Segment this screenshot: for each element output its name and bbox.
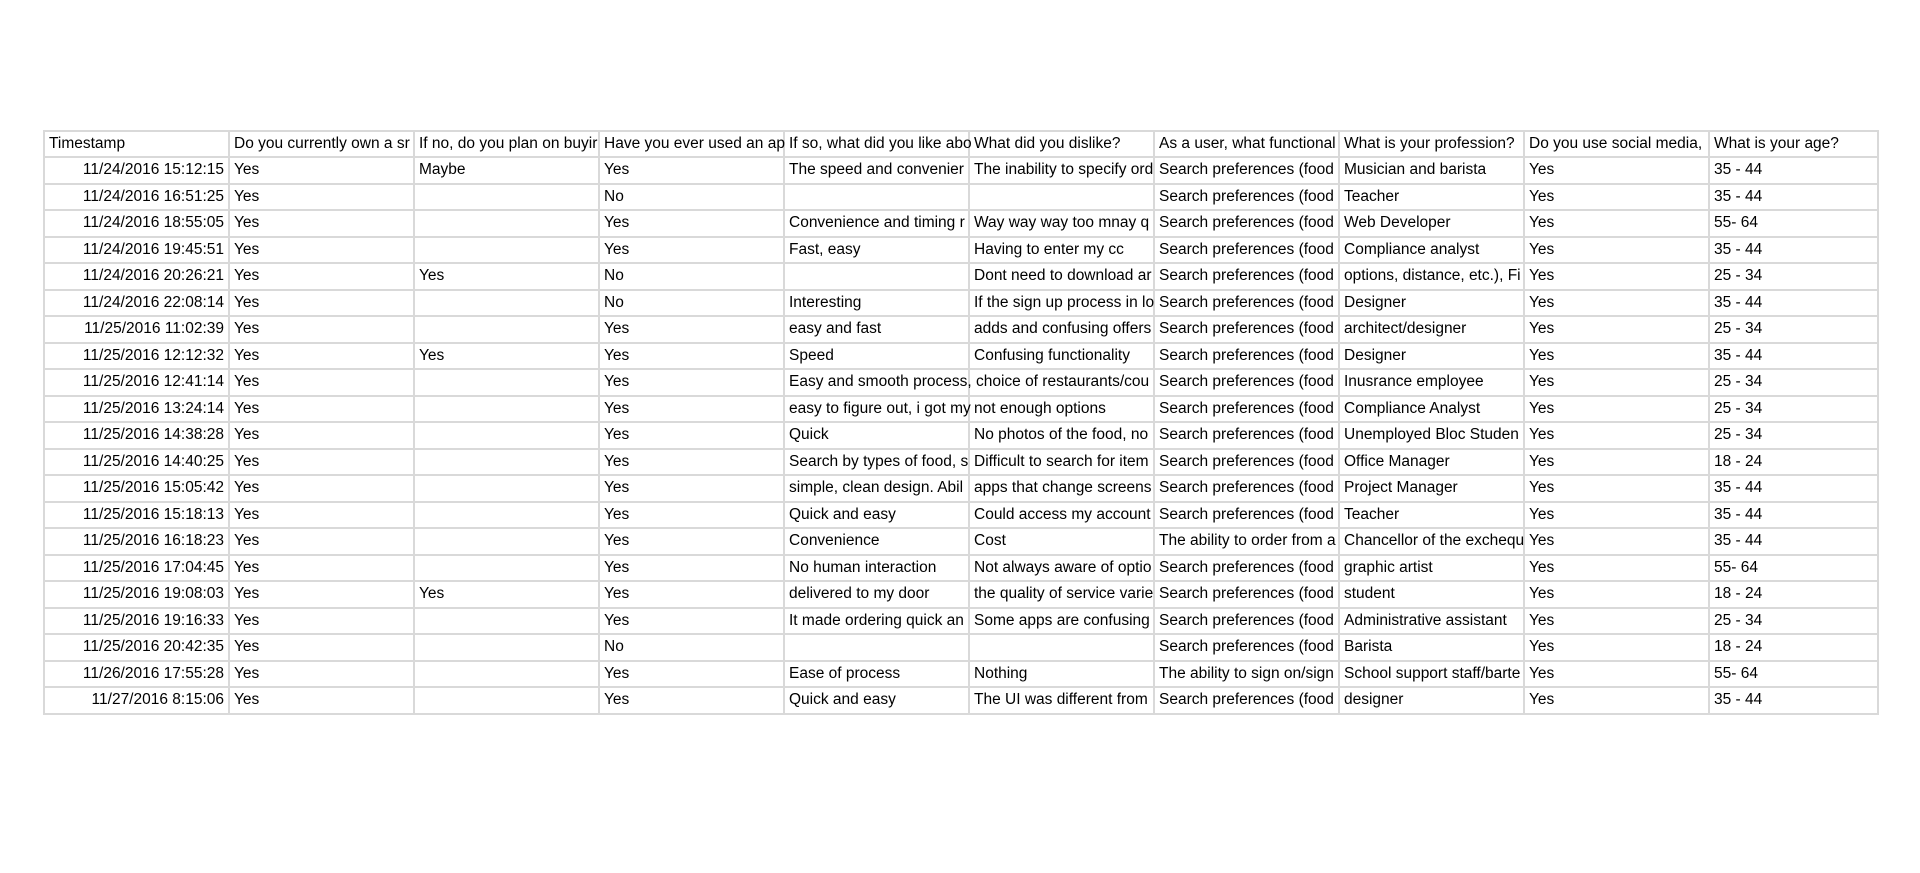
table-cell[interactable]: Web Developer — [1339, 210, 1524, 237]
table-cell[interactable]: 25 - 34 — [1709, 396, 1878, 423]
table-cell[interactable]: 35 - 44 — [1709, 237, 1878, 264]
table-cell[interactable]: Search preferences (food — [1154, 210, 1339, 237]
table-cell[interactable]: 35 - 44 — [1709, 528, 1878, 555]
table-cell[interactable]: 35 - 44 — [1709, 687, 1878, 714]
table-cell[interactable]: Unemployed Bloc Studen — [1339, 422, 1524, 449]
table-cell[interactable] — [784, 184, 969, 211]
timestamp-cell[interactable]: 11/25/2016 15:05:42 — [44, 475, 229, 502]
table-cell[interactable]: 55- 64 — [1709, 661, 1878, 688]
table-cell[interactable]: Search preferences (food — [1154, 369, 1339, 396]
table-cell[interactable] — [414, 528, 599, 555]
table-cell[interactable]: Search preferences (food — [1154, 290, 1339, 317]
table-cell[interactable]: Search preferences (food — [1154, 263, 1339, 290]
table-row — [44, 449, 1878, 476]
table-cell[interactable]: Interesting — [784, 290, 969, 317]
table-cell[interactable]: Yes — [1524, 608, 1709, 635]
table-cell[interactable]: Yes — [1524, 475, 1709, 502]
table-cell[interactable]: Barista — [1339, 634, 1524, 661]
table-cell[interactable] — [414, 555, 599, 582]
table-cell[interactable]: Teacher — [1339, 502, 1524, 529]
table-cell[interactable]: Yes — [1524, 343, 1709, 370]
table-row — [44, 502, 1878, 529]
table-cell[interactable]: Yes — [229, 661, 414, 688]
table-cell[interactable]: Yes — [599, 502, 784, 529]
table-cell[interactable]: Quick — [784, 422, 969, 449]
table-cell[interactable]: No — [599, 263, 784, 290]
table-cell[interactable]: 55- 64 — [1709, 210, 1878, 237]
table-cell[interactable]: Having to enter my cc — [969, 237, 1154, 264]
table-cell[interactable]: 25 - 34 — [1709, 608, 1878, 635]
column-header[interactable]: Timestamp — [44, 131, 229, 157]
table-cell[interactable]: Yes — [229, 634, 414, 661]
timestamp-cell[interactable]: 11/25/2016 19:16:33 — [44, 608, 229, 635]
table-cell[interactable]: Way way way too mnay q — [969, 210, 1154, 237]
table-cell[interactable]: Teacher — [1339, 184, 1524, 211]
table-cell[interactable]: not enough options — [969, 396, 1154, 423]
table-cell[interactable]: Yes — [599, 475, 784, 502]
table-cell[interactable]: 55- 64 — [1709, 555, 1878, 582]
table-cell[interactable]: options, distance, etc.), Fi — [1339, 263, 1524, 290]
table-cell[interactable]: Convenience and timing r — [784, 210, 969, 237]
table-cell[interactable]: No — [599, 634, 784, 661]
table-cell[interactable]: Search preferences (food — [1154, 237, 1339, 264]
timestamp-cell[interactable]: 11/25/2016 12:12:32 — [44, 343, 229, 370]
table-cell[interactable]: Yes — [1524, 661, 1709, 688]
table-cell[interactable]: Yes — [1524, 634, 1709, 661]
table-cell[interactable]: Search preferences (food — [1154, 555, 1339, 582]
column-header[interactable]: What is your profession? — [1339, 131, 1524, 157]
table-cell[interactable]: Yes — [1524, 316, 1709, 343]
timestamp-cell[interactable]: 11/24/2016 20:26:21 — [44, 263, 229, 290]
table-cell[interactable]: easy to figure out, i got my — [784, 396, 969, 423]
table-cell[interactable]: Yes — [599, 581, 784, 608]
table-cell[interactable]: The speed and convenier — [784, 157, 969, 184]
table-cell[interactable]: Yes — [1524, 555, 1709, 582]
table-cell[interactable]: Yes — [229, 184, 414, 211]
table-cell[interactable]: Yes — [599, 369, 784, 396]
table-row — [44, 634, 1878, 661]
table-cell[interactable]: No — [599, 184, 784, 211]
table-cell[interactable]: Cost — [969, 528, 1154, 555]
table-cell[interactable]: adds and confusing offers — [969, 316, 1154, 343]
table-cell[interactable]: Yes — [599, 422, 784, 449]
table-cell[interactable]: the quality of service varie — [969, 581, 1154, 608]
table-row — [44, 687, 1878, 714]
table-cell[interactable]: Yes — [229, 210, 414, 237]
table-cell[interactable]: Yes — [229, 449, 414, 476]
table-cell[interactable]: Yes — [229, 157, 414, 184]
table-cell[interactable] — [414, 687, 599, 714]
table-cell[interactable] — [784, 634, 969, 661]
timestamp-cell[interactable]: 11/24/2016 16:51:25 — [44, 184, 229, 211]
table-cell[interactable]: Speed — [784, 343, 969, 370]
table-cell[interactable] — [969, 184, 1154, 211]
table-cell[interactable]: Yes — [1524, 502, 1709, 529]
header-row — [44, 131, 1878, 157]
table-cell[interactable]: Yes — [599, 555, 784, 582]
table-cell[interactable]: The ability to order from a — [1154, 528, 1339, 555]
table-cell[interactable]: Quick and easy — [784, 687, 969, 714]
table-cell[interactable] — [414, 237, 599, 264]
table-cell[interactable]: delivered to my door — [784, 581, 969, 608]
table-cell[interactable]: 35 - 44 — [1709, 157, 1878, 184]
table-row — [44, 343, 1878, 370]
table-cell[interactable]: Compliance analyst — [1339, 237, 1524, 264]
table-cell[interactable]: Yes — [229, 343, 414, 370]
table-cell[interactable]: 18 - 24 — [1709, 581, 1878, 608]
table-cell[interactable]: designer — [1339, 687, 1524, 714]
table-row — [44, 528, 1878, 555]
column-header[interactable]: As a user, what functional — [1154, 131, 1339, 157]
table-cell[interactable]: Search preferences (food — [1154, 502, 1339, 529]
table-cell[interactable]: Yes — [599, 449, 784, 476]
column-header[interactable]: Have you ever used an ap — [599, 131, 784, 157]
table-cell[interactable]: Yes — [599, 237, 784, 264]
table-cell[interactable]: Chancellor of the exchequ — [1339, 528, 1524, 555]
table-cell[interactable]: Yes — [229, 555, 414, 582]
table-cell[interactable]: Designer — [1339, 343, 1524, 370]
table-cell[interactable]: School support staff/barte — [1339, 661, 1524, 688]
table-cell[interactable]: Yes — [414, 263, 599, 290]
table-row — [44, 422, 1878, 449]
table-cell[interactable]: Yes — [599, 608, 784, 635]
survey-spreadsheet — [43, 130, 1879, 715]
table-cell[interactable]: 18 - 24 — [1709, 449, 1878, 476]
table-cell[interactable] — [784, 263, 969, 290]
table-cell[interactable]: Yes — [1524, 237, 1709, 264]
table-cell[interactable]: The UI was different from — [969, 687, 1154, 714]
table-cell[interactable]: 35 - 44 — [1709, 184, 1878, 211]
table-cell[interactable]: Yes — [229, 581, 414, 608]
table-cell[interactable]: Yes — [1524, 157, 1709, 184]
table-cell[interactable]: Yes — [599, 343, 784, 370]
table-cell[interactable]: Yes — [229, 687, 414, 714]
table-row — [44, 290, 1878, 317]
table-cell[interactable]: 35 - 44 — [1709, 343, 1878, 370]
table-cell[interactable]: Yes — [229, 475, 414, 502]
timestamp-cell[interactable]: 11/24/2016 15:12:15 — [44, 157, 229, 184]
timestamp-cell[interactable]: 11/25/2016 15:18:13 — [44, 502, 229, 529]
table-cell[interactable]: Yes — [1524, 210, 1709, 237]
column-header[interactable]: Do you use social media, — [1524, 131, 1709, 157]
table-cell[interactable] — [414, 290, 599, 317]
table-cell[interactable]: Fast, easy — [784, 237, 969, 264]
column-header[interactable]: If no, do you plan on buyir — [414, 131, 599, 157]
table-row — [44, 555, 1878, 582]
table-cell[interactable]: Yes — [1524, 396, 1709, 423]
table-row — [44, 581, 1878, 608]
table-cell[interactable]: Search preferences (food — [1154, 449, 1339, 476]
table-cell[interactable]: Yes — [229, 502, 414, 529]
table-row — [44, 608, 1878, 635]
table-row — [44, 263, 1878, 290]
table-cell[interactable]: Administrative assistant — [1339, 608, 1524, 635]
table-cell[interactable]: Yes — [229, 369, 414, 396]
table-cell[interactable] — [969, 634, 1154, 661]
table-cell[interactable] — [414, 184, 599, 211]
table-cell[interactable]: Search preferences (food — [1154, 316, 1339, 343]
table-cell[interactable]: No — [599, 290, 784, 317]
table-cell[interactable]: Yes — [1524, 184, 1709, 211]
table-cell[interactable]: apps that change screens — [969, 475, 1154, 502]
table-cell[interactable]: Yes — [229, 608, 414, 635]
table-cell[interactable]: Yes — [1524, 263, 1709, 290]
table-cell[interactable]: Musician and barista — [1339, 157, 1524, 184]
timestamp-cell[interactable]: 11/25/2016 20:42:35 — [44, 634, 229, 661]
table-cell[interactable]: No photos of the food, no — [969, 422, 1154, 449]
table-cell[interactable]: Search preferences (food — [1154, 184, 1339, 211]
table-cell[interactable]: Ease of process — [784, 661, 969, 688]
table-cell[interactable] — [414, 369, 599, 396]
table-row — [44, 396, 1878, 423]
table-cell[interactable]: Yes — [599, 396, 784, 423]
table-cell[interactable]: Easy and smooth process, choice of restaurants/cou — [784, 369, 969, 396]
table-cell[interactable]: Yes — [414, 343, 599, 370]
table-row — [44, 661, 1878, 688]
table-cell[interactable]: 25 - 34 — [1709, 369, 1878, 396]
table-cell[interactable] — [414, 396, 599, 423]
table-cell[interactable]: Could access my account — [969, 502, 1154, 529]
table-cell[interactable]: Yes — [229, 528, 414, 555]
table-cell[interactable]: 25 - 34 — [1709, 263, 1878, 290]
column-header[interactable]: Do you currently own a sr — [229, 131, 414, 157]
table-cell[interactable]: Project Manager — [1339, 475, 1524, 502]
table-cell[interactable]: Convenience — [784, 528, 969, 555]
table-cell[interactable]: Yes — [599, 316, 784, 343]
table-cell[interactable]: Yes — [229, 263, 414, 290]
table-cell[interactable] — [414, 502, 599, 529]
table-cell[interactable]: Confusing functionality — [969, 343, 1154, 370]
timestamp-cell[interactable]: 11/25/2016 11:02:39 — [44, 316, 229, 343]
timestamp-cell[interactable]: 11/24/2016 18:55:05 — [44, 210, 229, 237]
table-body — [44, 157, 1878, 714]
table-cell[interactable]: Yes — [229, 316, 414, 343]
timestamp-cell[interactable]: 11/25/2016 13:24:14 — [44, 396, 229, 423]
timestamp-cell[interactable]: 11/24/2016 22:08:14 — [44, 290, 229, 317]
table-cell[interactable]: 35 - 44 — [1709, 502, 1878, 529]
table-cell[interactable]: Search preferences (food — [1154, 422, 1339, 449]
table-cell[interactable]: student — [1339, 581, 1524, 608]
table-row — [44, 475, 1878, 502]
table-cell[interactable]: simple, clean design. Abil — [784, 475, 969, 502]
timestamp-cell[interactable]: 11/25/2016 14:38:28 — [44, 422, 229, 449]
table-cell[interactable]: The inability to specify ord — [969, 157, 1154, 184]
table-cell[interactable] — [414, 634, 599, 661]
timestamp-cell[interactable]: 11/26/2016 17:55:28 — [44, 661, 229, 688]
table-cell[interactable]: Search preferences (food — [1154, 634, 1339, 661]
table-cell[interactable] — [414, 475, 599, 502]
table-row — [44, 184, 1878, 211]
table-cell[interactable]: The ability to sign on/sign — [1154, 661, 1339, 688]
timestamp-cell[interactable]: 11/27/2016 8:15:06 — [44, 687, 229, 714]
table-row — [44, 369, 1878, 396]
table-cell[interactable]: Quick and easy — [784, 502, 969, 529]
table-cell[interactable] — [414, 316, 599, 343]
table-cell[interactable] — [414, 449, 599, 476]
table-cell[interactable]: Difficult to search for item — [969, 449, 1154, 476]
table-cell[interactable]: Not always aware of optio — [969, 555, 1154, 582]
table-cell[interactable]: Search preferences (food — [1154, 396, 1339, 423]
table-cell[interactable]: Designer — [1339, 290, 1524, 317]
column-header[interactable]: If so, what did you like abo — [784, 131, 969, 157]
table-cell[interactable]: Yes — [229, 290, 414, 317]
table-cell[interactable] — [414, 422, 599, 449]
table-cell[interactable]: Yes — [229, 396, 414, 423]
table-cell[interactable]: Yes — [599, 210, 784, 237]
table-cell[interactable]: Yes — [229, 422, 414, 449]
table-cell[interactable]: Yes — [1524, 422, 1709, 449]
table-cell[interactable]: Yes — [599, 528, 784, 555]
table-cell[interactable]: No human interaction — [784, 555, 969, 582]
table-cell[interactable]: Nothing — [969, 661, 1154, 688]
timestamp-cell[interactable]: 11/25/2016 16:18:23 — [44, 528, 229, 555]
table-cell[interactable]: Yes — [229, 237, 414, 264]
table-row — [44, 316, 1878, 343]
table-row — [44, 237, 1878, 264]
table-cell[interactable]: 25 - 34 — [1709, 422, 1878, 449]
table-cell[interactable]: Inusrance employee — [1339, 369, 1524, 396]
table-cell[interactable]: 35 - 44 — [1709, 290, 1878, 317]
table-row — [44, 210, 1878, 237]
table-cell[interactable]: Yes — [1524, 290, 1709, 317]
column-header[interactable]: What is your age? — [1709, 131, 1878, 157]
table-cell[interactable]: Search preferences (food — [1154, 608, 1339, 635]
timestamp-cell[interactable]: 11/24/2016 19:45:51 — [44, 237, 229, 264]
table-cell[interactable] — [414, 210, 599, 237]
table-cell[interactable]: If the sign up process in lo — [969, 290, 1154, 317]
table-cell[interactable]: Maybe — [414, 157, 599, 184]
table-cell[interactable]: 18 - 24 — [1709, 634, 1878, 661]
table-cell[interactable] — [414, 608, 599, 635]
table-cell[interactable]: Search preferences (food — [1154, 687, 1339, 714]
table-cell[interactable]: Yes — [1524, 449, 1709, 476]
table-cell[interactable]: Search preferences (food — [1154, 343, 1339, 370]
table-cell[interactable]: Yes — [599, 157, 784, 184]
table-cell[interactable] — [414, 661, 599, 688]
table-cell[interactable]: Compliance Analyst — [1339, 396, 1524, 423]
table-cell[interactable]: Yes — [1524, 581, 1709, 608]
table-cell[interactable]: Yes — [1524, 528, 1709, 555]
table-cell[interactable]: graphic artist — [1339, 555, 1524, 582]
table-cell[interactable]: Yes — [414, 581, 599, 608]
table-cell[interactable]: Office Manager — [1339, 449, 1524, 476]
table-cell[interactable]: architect/designer — [1339, 316, 1524, 343]
table-cell[interactable]: Yes — [599, 661, 784, 688]
timestamp-cell[interactable]: 11/25/2016 17:04:45 — [44, 555, 229, 582]
table-cell[interactable]: Yes — [1524, 369, 1709, 396]
table-cell[interactable]: easy and fast — [784, 316, 969, 343]
table-cell[interactable]: Search by types of food, s — [784, 449, 969, 476]
timestamp-cell[interactable]: 11/25/2016 19:08:03 — [44, 581, 229, 608]
timestamp-cell[interactable]: 11/25/2016 12:41:14 — [44, 369, 229, 396]
table-cell[interactable]: Search preferences (food — [1154, 581, 1339, 608]
table-cell[interactable]: Search preferences (food — [1154, 475, 1339, 502]
timestamp-cell[interactable]: 11/25/2016 14:40:25 — [44, 449, 229, 476]
table-cell[interactable]: Yes — [599, 687, 784, 714]
table-cell[interactable]: Dont need to download ar — [969, 263, 1154, 290]
column-header[interactable]: What did you dislike? — [969, 131, 1154, 157]
table-cell[interactable]: 25 - 34 — [1709, 316, 1878, 343]
table-row — [44, 157, 1878, 184]
table-cell[interactable]: Yes — [1524, 687, 1709, 714]
table-cell[interactable]: Search preferences (food — [1154, 157, 1339, 184]
table-cell[interactable]: Some apps are confusing — [969, 608, 1154, 635]
table-cell[interactable]: It made ordering quick an — [784, 608, 969, 635]
table-cell[interactable]: 35 - 44 — [1709, 475, 1878, 502]
